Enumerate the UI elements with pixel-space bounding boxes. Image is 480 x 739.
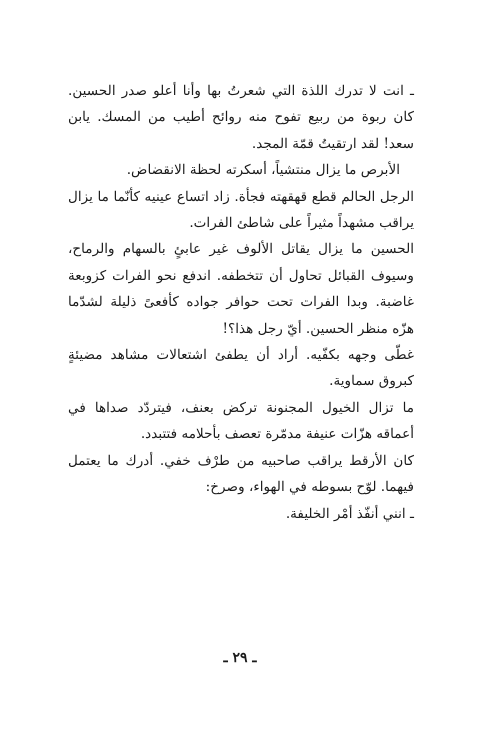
paragraph-6: ما تزال الخيول المجنونة تركض بعنف، فيتردّد صداها في أعماقه هزّات عنيفة مدمّرة تعصف بأحلامه فتتبدد. [68, 399, 414, 443]
paragraph-5: غطّى وجهه بكفّيه. أراد أن يطفئ اشتعالات مشاهد مضيئةٍ كبروق سماوية. [68, 347, 414, 390]
paragraph-3: الرجل الحالم قطع قهقهته فجأة. زاد اتساع عينيه كأنّما ما يزال يراقب مشهداً مثيراً على شاطئ الفرات. [68, 188, 414, 232]
paragraph-2: الأبرص ما يزال منتشياً، أسكرته لحظة الانقضاض. [126, 162, 400, 179]
paragraph-4: الحسين ما يزال يقاتل الألوف غير عابئٍ بالسهام والرماح، وسيوف القبائل تحاول أن تتخطفه. اندفع نحو الفرات كزوبعة غاضبة. وبدا الفرات تحت حوافر جواده كأفعىً ذليلة لشدّما هزّه منظر الحسين. أيّ رجل هذا؟! [68, 241, 414, 337]
page-number: ـ ٢٩ ـ [223, 650, 257, 666]
paragraph-1: ـ انت لا تدرك اللذة التي شعرتُ بها وأنا أعلو صدر الحسين. كان ربوة من ربيع تفوح منه روائح أطيب من المسك. يابن سعد! لقد ارتقيتُ قمّة المجد. [68, 83, 414, 152]
body-text [68, 78, 414, 527]
paragraph-7: كان الأرقط يراقب صاحبيه من طرْف خفي. أدرك ما يعتمل فيهما. لوّح بسوطه في الهواء، وصرخ: [68, 452, 414, 496]
paragraph-8: ـ انني أنفّذ أمْر الخليفة. [285, 505, 414, 522]
